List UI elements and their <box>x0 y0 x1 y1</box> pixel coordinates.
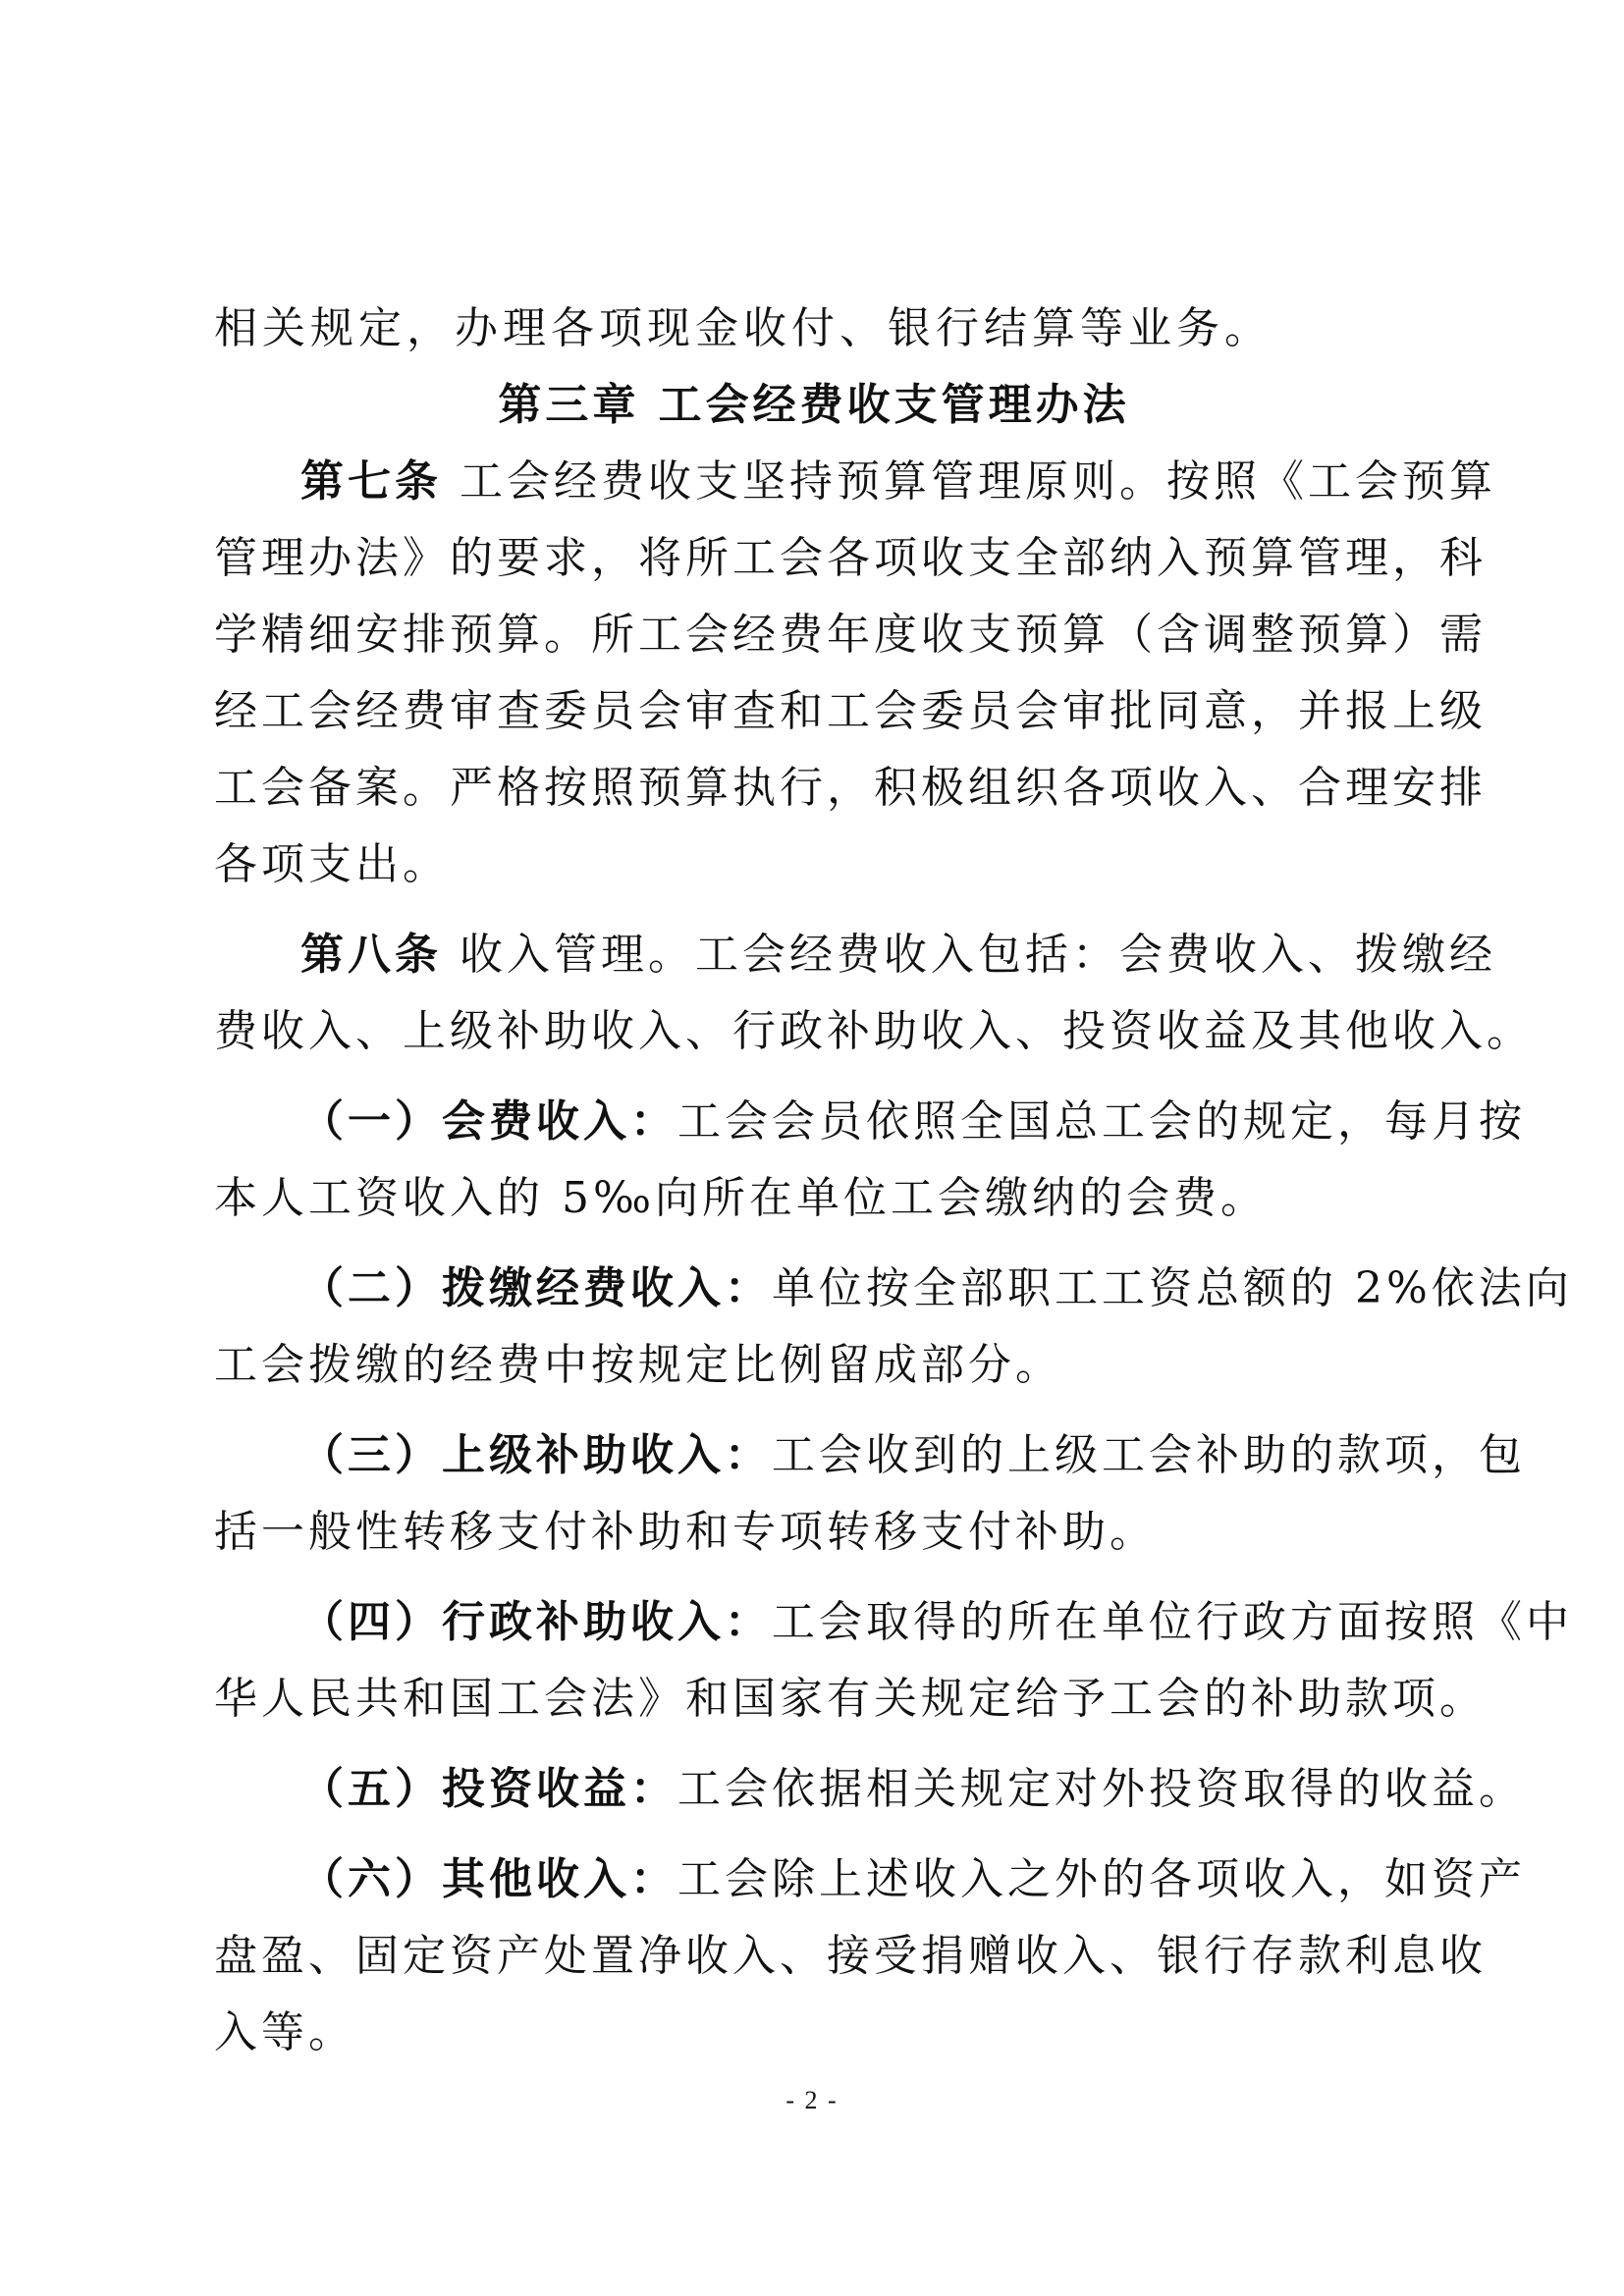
item-6-line <box>214 1842 1526 1918</box>
item-3-line <box>214 1417 1526 1494</box>
article-8-text: 收入管理。工会经费收入包括：会费收入、拨缴经 <box>460 930 1496 980</box>
item-3-text: 工会收到的上级工会补助的款项，包 <box>772 1430 1526 1480</box>
article-8 <box>214 917 1534 1070</box>
article-7-text: 工会经费收支坚持预算管理原则。按照《工会预算 <box>460 456 1496 507</box>
item-1 <box>214 1084 1526 1237</box>
document-body <box>214 291 1573 2071</box>
chapter-heading: 第三章 工会经费收支管理办法 <box>498 380 1130 430</box>
item-4 <box>214 1584 1573 1737</box>
article-7 <box>214 444 1496 903</box>
item-2-line <box>214 1251 1573 1327</box>
item-3-line: 括一般性转移支付补助和专项转移支付补助。 <box>214 1507 1157 1557</box>
item-3 <box>214 1417 1526 1571</box>
page-number: - 2 - <box>785 2086 839 2114</box>
item-5 <box>214 1751 1526 1828</box>
article-7-line <box>214 444 1496 520</box>
item-1-text: 工会会员依照全国总工会的规定，每月按 <box>677 1096 1526 1147</box>
item-4-line: 华人民共和国工会法》和国家有关规定给予工会的补助款项。 <box>214 1674 1487 1724</box>
item-5-line <box>214 1751 1526 1828</box>
item-2-text: 单位按全部职工工资总额的 2%依法向 <box>772 1263 1573 1313</box>
item-1-line <box>214 1084 1526 1160</box>
item-3-label: （三）上级补助收入： <box>300 1430 772 1480</box>
article-7-label: 第七条 <box>300 456 442 507</box>
item-4-label: （四）行政补助收入： <box>300 1597 772 1647</box>
item-1-label: （一）会费收入： <box>300 1096 677 1147</box>
continuation-line: 相关规定，办理各项现金收付、银行结算等业务。 <box>214 303 1272 353</box>
item-2-label: （二）拨缴经费收入： <box>300 1263 772 1313</box>
item-6-text: 工会除上述收入之外的各项收入，如资产 <box>677 1854 1526 1904</box>
item-4-text: 工会取得的所在单位行政方面按照《中 <box>772 1597 1573 1647</box>
article-8-line: 费收入、上级补助收入、行政补助收入、投资收益及其他收入。 <box>214 1006 1534 1056</box>
article-8-label: 第八条 <box>300 930 442 980</box>
item-2 <box>214 1251 1573 1404</box>
item-5-text: 工会依据相关规定对外投资取得的收益。 <box>677 1764 1526 1814</box>
article-7-line: 各项支出。 <box>214 839 450 889</box>
article-7-line: 经工会经费审查委员会审查和工会委员会审批同意，并报上级 <box>214 686 1487 736</box>
item-6 <box>214 1842 1526 2071</box>
item-4-line <box>214 1584 1573 1661</box>
item-2-line: 工会拨缴的经费中按规定比例留成部分。 <box>214 1340 1062 1390</box>
item-6-label: （六）其他收入： <box>300 1854 677 1904</box>
item-6-line: 盘盈、固定资产处置净收入、接受捐赠收入、银行存款利息收 <box>214 1931 1487 1981</box>
article-7-line: 管理办法》的要求，将所工会各项收支全部纳入预算管理，科 <box>214 533 1487 583</box>
item-1-line: 本人工资收入的 5‰向所在单位工会缴纳的会费。 <box>214 1173 1269 1223</box>
item-6-line: 入等。 <box>214 2007 355 2057</box>
article-7-line: 工会备案。严格按照预算执行，积极组织各项收入、合理安排 <box>214 763 1487 813</box>
item-5-label: （五）投资收益： <box>300 1764 677 1814</box>
article-8-line <box>214 917 1496 993</box>
article-7-line: 学精细安排预算。所工会经费年度收支预算（含调整预算）需 <box>214 610 1487 660</box>
